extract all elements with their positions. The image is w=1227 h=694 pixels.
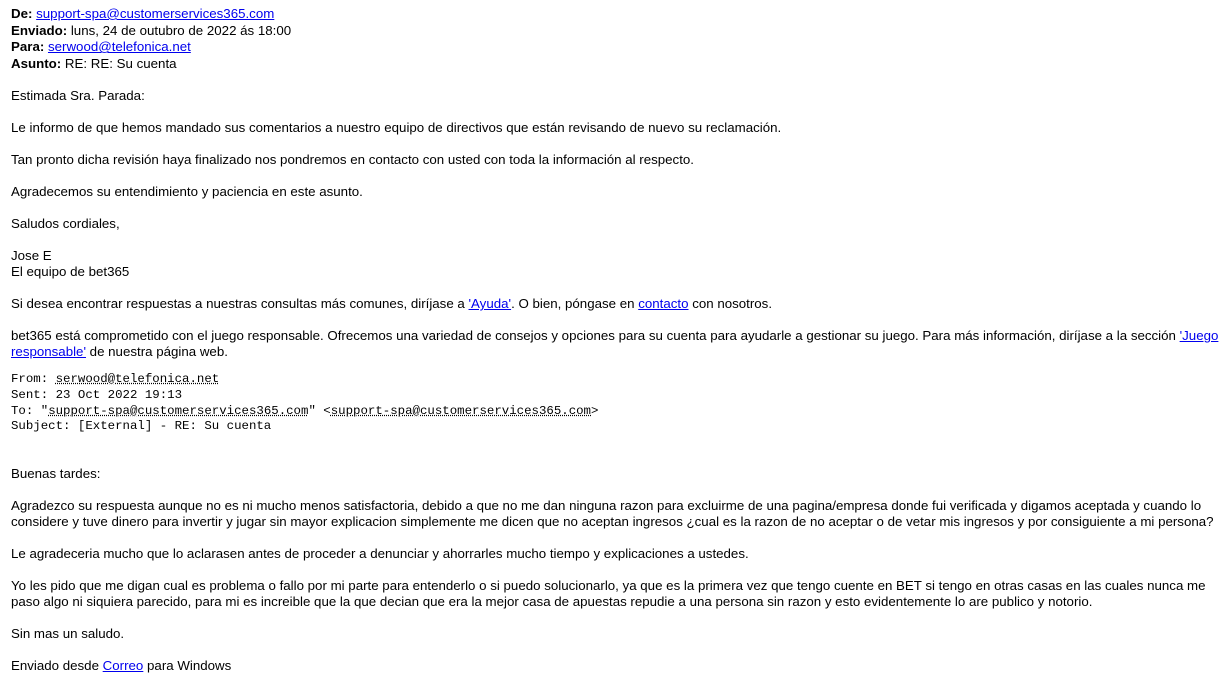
ayuda-link[interactable]: 'Ayuda' bbox=[468, 296, 512, 312]
from-email-link[interactable]: support-spa@customerservices365.com bbox=[36, 6, 275, 21]
help-text-mid: . O bien, póngase en bbox=[511, 296, 639, 312]
quoted-from-line bbox=[11, 372, 1219, 388]
help-paragraph bbox=[11, 296, 1219, 312]
original-paragraph-2: Le agradeceria mucho que lo aclarasen antes de proceder a denunciar y ahorrarles mucho tiempo y explicaciones a ustedes. bbox=[11, 545, 749, 561]
quoted-to-email[interactable]: support-spa@customerservices365.com bbox=[330, 403, 591, 418]
sent-from-pre: Enviado desde bbox=[11, 657, 103, 673]
correo-link[interactable]: Correo bbox=[102, 657, 144, 673]
signature-team: El equipo de bet365 bbox=[11, 264, 130, 280]
original-paragraph-3: Yo les pido que me digan cual es problema o fallo por mi parte para entenderlo o si puedo solucionarlo, ya que es la primera vez que tengo cuente en BET si tengo en otras casas en las cuales nunca me paso algo ni siquiera parecido, para mi es increible que la que decian que era la mejor casa de apuestas repudie a una persona sin razon y esto evidentemente lo are publico y notorio. bbox=[11, 577, 1206, 609]
sent-from-line bbox=[11, 658, 1219, 674]
quoted-to-label: To: " bbox=[11, 403, 49, 418]
quoted-to-line bbox=[11, 404, 1219, 420]
quoted-from-label: From: bbox=[11, 372, 56, 387]
sent-label: Enviado: bbox=[11, 22, 68, 38]
contacto-link[interactable]: contacto bbox=[638, 296, 689, 312]
original-greeting: Buenas tardes: bbox=[11, 465, 101, 481]
original-closing: Sin mas un saludo. bbox=[11, 625, 125, 641]
reply-closing: Saludos cordiales, bbox=[11, 216, 120, 232]
help-text-pre: Si desea encontrar respuestas a nuestras consultas más comunes, diríjase a bbox=[11, 296, 469, 312]
sent-from-post: para Windows bbox=[143, 657, 232, 673]
quoted-to-mid: " < bbox=[308, 403, 331, 418]
to-email-link[interactable]: serwood@telefonica.net bbox=[47, 39, 191, 55]
quoted-subject-line: Subject: [External] - RE: Su cuenta bbox=[11, 419, 272, 434]
responsible-text-pre: bet365 está comprometido con el juego responsable. Ofrecemos una variedad de consejos y opciones para su cuenta para ayudarle a gestionar su juego. Para más información, diríjase a la sección bbox=[11, 328, 1180, 344]
email-body bbox=[11, 6, 1219, 674]
sent-value: luns, 24 de outubro de 2022 ás 18:00 bbox=[67, 22, 292, 38]
help-text-post: con nosotros. bbox=[688, 296, 773, 312]
signature-name: Jose E bbox=[11, 248, 52, 264]
header-sent bbox=[11, 23, 1219, 40]
responsible-gambling-paragraph bbox=[11, 328, 1219, 360]
quoted-to-end: > bbox=[591, 403, 599, 418]
original-paragraph-1: Agradezco su respuesta aunque no es ni mucho menos satisfactoria, debido a que no me dan ninguna razon para excluirme de una pagina/empresa donde fui verificada y digamos aceptada y cuando lo considere y tuve dinero para invertir y jugar sin mayor explicacion simplemente me dicen que no aceptan ingresos ¿cual es la razon de no aceptar o de vetar mis ingresos y por consiguiente a mi persona? bbox=[11, 497, 1214, 529]
quoted-to-name[interactable]: support-spa@customerservices365.com bbox=[48, 403, 309, 418]
juego-responsable-link[interactable]: 'Juego responsable' bbox=[11, 328, 1219, 360]
from-label: De: bbox=[11, 6, 33, 21]
header-from bbox=[11, 6, 1219, 23]
subject-label: Asunto: bbox=[11, 55, 62, 71]
header-subject bbox=[11, 56, 1219, 73]
reply-paragraph-3: Agradecemos su entendimiento y paciencia en este asunto. bbox=[11, 184, 363, 200]
responsible-text-post: de nuestra página web. bbox=[85, 344, 228, 360]
subject-value: RE: RE: Su cuenta bbox=[61, 55, 177, 71]
to-label: Para: bbox=[11, 39, 45, 55]
header-to bbox=[11, 39, 1219, 56]
reply-paragraph-2: Tan pronto dicha revisión haya finalizado nos pondremos en contacto con usted con toda la información al respecto. bbox=[11, 152, 694, 168]
quoted-header bbox=[11, 372, 1219, 434]
reply-paragraph-1: Le informo de que hemos mandado sus comentarios a nuestro equipo de directivos que están revisando de nuevo su reclamación. bbox=[11, 120, 782, 136]
quoted-from-email[interactable]: serwood@telefonica.net bbox=[55, 372, 220, 387]
reply-greeting: Estimada Sra. Parada: bbox=[11, 88, 145, 104]
quoted-sent-line: Sent: 23 Oct 2022 19:13 bbox=[11, 387, 183, 402]
